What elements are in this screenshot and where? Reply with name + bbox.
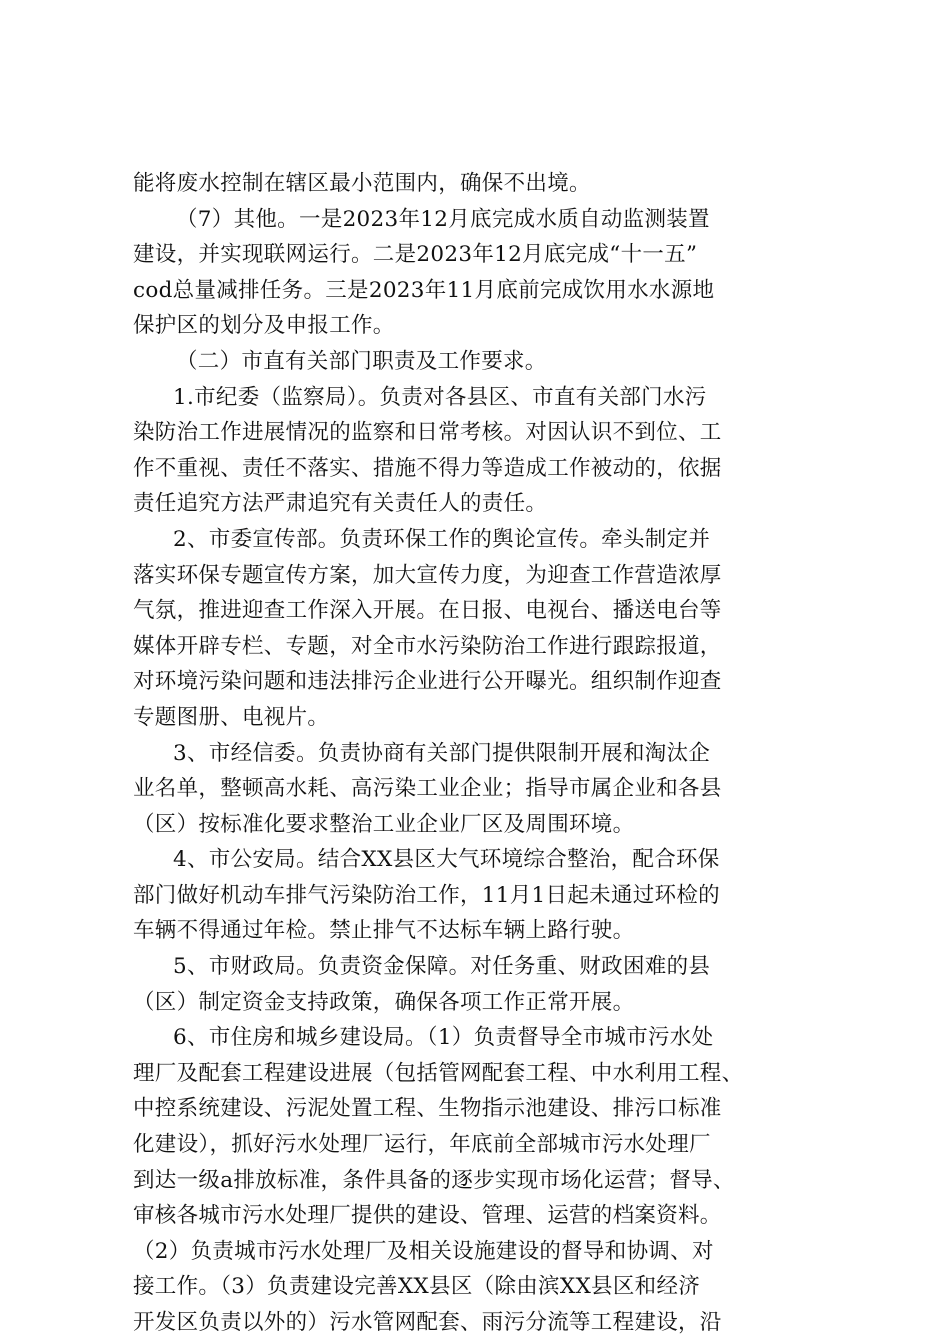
- section-heading: （二）市直有关部门职责及工作要求。: [176, 348, 547, 374]
- text-line: 媒体开辟专栏、专题，对全市水污染防治工作进行跟踪报道，: [133, 633, 722, 659]
- text-line: （7）其他。一是2023年12月底完成水质自动监测装置: [176, 206, 710, 232]
- text-line: 建设，并实现联网运行。二是2023年12月底完成“十一五”: [133, 242, 698, 268]
- text-line: 审核各城市污水处理厂提供的建设、管理、运营的档案资料。: [133, 1203, 722, 1229]
- text-line: 接工作。（3）负责建设完善XX县区（除由滨XX县区和经济: [133, 1274, 701, 1300]
- text-line: 2、市委宣传部。负责环保工作的舆论宣传。牵头制定并: [173, 526, 711, 552]
- text-line: 中控系统建设、污泥处置工程、生物指示池建设、排污口标准: [133, 1096, 722, 1122]
- text-line: 能将废水控制在辖区最小范围内，确保不出境。: [133, 171, 591, 196]
- text-line: 5、市财政局。负责资金保障。对任务重、财政困难的县: [173, 954, 711, 980]
- text-line: 落实环保专题宣传方案，加大宣传力度，为迎查工作营造浓厚: [133, 562, 722, 588]
- text-line: 理厂及配套工程建设进展（包括管网配套工程、中水利用工程、: [133, 1060, 744, 1086]
- text-line: 业名单，整顿高水耗、高污染工业企业；指导市属企业和各县: [133, 776, 722, 802]
- text-line: 到达一级a排放标准，条件具备的逐步实现市场化运营；督导、: [133, 1167, 735, 1193]
- text-line: （2）负责城市污水处理厂及相关设施建设的督导和协调、对: [133, 1238, 714, 1264]
- text-line: 对环境污染问题和违法排污企业进行公开曝光。组织制作迎查: [133, 669, 722, 695]
- text-line: 开发区负责以外的）污水管网配套、雨污分流等工程建设，沿: [133, 1310, 722, 1335]
- text-line: 气氛，推进迎查工作深入开展。在日报、电视台、播送电台等: [133, 598, 722, 624]
- body-text: [133, 166, 823, 1341]
- text-line: 3、市经信委。负责协商有关部门提供限制开展和淘汰企: [173, 740, 711, 766]
- text-line: 保护区的划分及申报工作。: [133, 313, 395, 339]
- text-line: 6、市住房和城乡建设局。（1）负责督导全市城市污水处: [173, 1025, 714, 1051]
- text-line: （区）制定资金支持政策，确保各项工作正常开展。: [133, 989, 635, 1015]
- text-line: 部门做好机动车排气污染防治工作，11月1日起未通过环检的: [133, 882, 720, 908]
- text-line: （区）按标准化要求整治工业企业厂区及周围环境。: [133, 811, 635, 837]
- text-line: 4、市公安局。结合XX县区大气环境综合整治，配合环保: [173, 847, 720, 873]
- text-line: 化建设），抓好污水处理厂运行，年底前全部城市污水处理厂: [133, 1132, 711, 1158]
- text-line: 作不重视、责任不落实、措施不得力等造成工作被动的，依据: [133, 455, 722, 481]
- text-line: 责任追究方法严肃追究有关责任人的责任。: [133, 491, 548, 517]
- text-line: 1.市纪委（监察局）。负责对各县区、市直有关部门水污: [173, 384, 707, 410]
- text-line: cod总量减排任务。三是2023年11月底前完成饮用水水源地: [133, 277, 715, 303]
- text-line: 车辆不得通过年检。禁止排气不达标车辆上路行驶。: [133, 918, 635, 944]
- text-line: 专题图册、电视片。: [133, 704, 330, 730]
- text-line: 染防治工作进展情况的监察和日常考核。对因认识不到位、工: [133, 420, 722, 446]
